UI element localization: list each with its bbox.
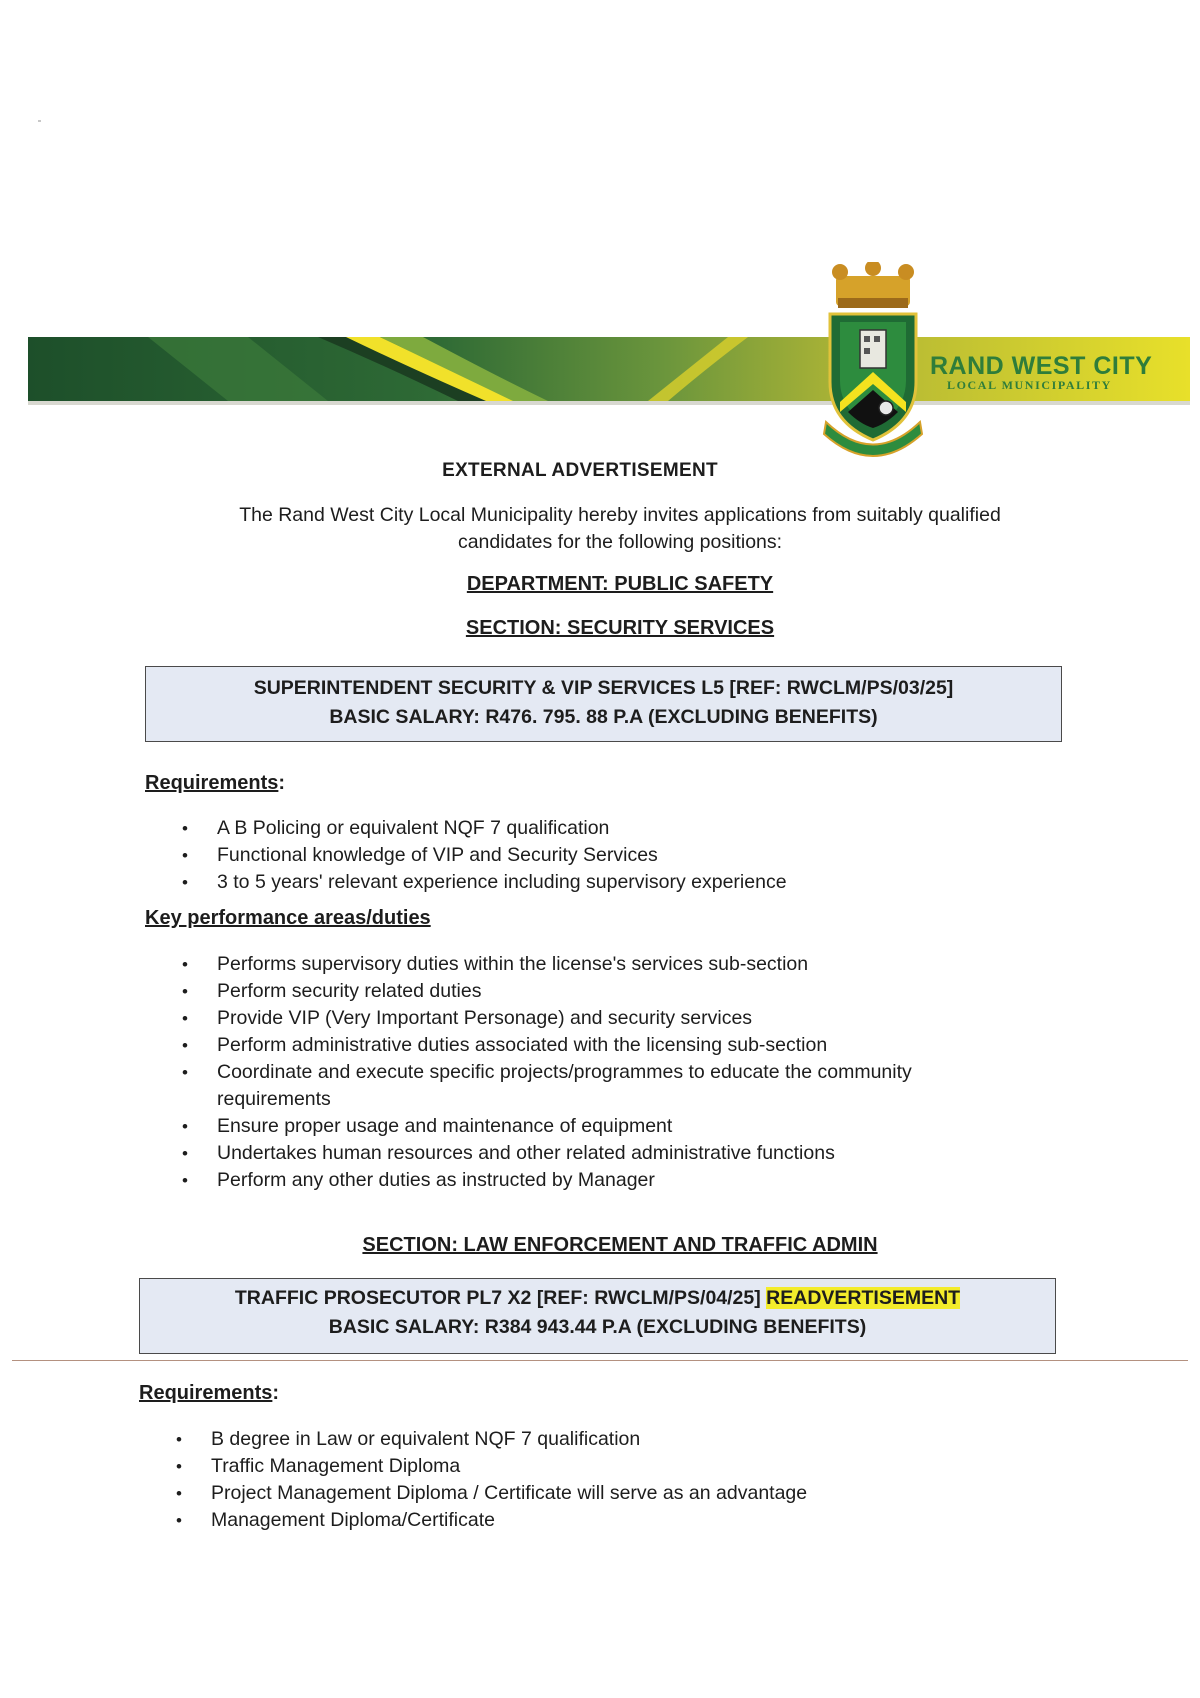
list-item: • Provide VIP (Very Important Personage) and security services [182, 1005, 1052, 1032]
intro-paragraph [170, 502, 1070, 556]
list-item: • A B Policing or equivalent NQF 7 qualification [182, 815, 1052, 842]
list-item: • B degree in Law or equivalent NQF 7 qualification [176, 1426, 1046, 1453]
requirements-heading: Requirements: [145, 772, 286, 794]
requirements-label: Requirements [139, 1382, 273, 1404]
post-salary: BASIC SALARY: R476. 795. 88 P.A (EXCLUDING BENEFITS) [329, 706, 878, 728]
list-item: • Functional knowledge of VIP and Security Services [182, 842, 1052, 869]
list-item: • Traffic Management Diploma [176, 1453, 1046, 1480]
brand-subtitle: LOCAL MUNICIPALITY [947, 378, 1112, 392]
list-item: • Undertakes human resources and other related administrative functions [182, 1140, 1052, 1167]
department-title: DEPARTMENT: PUBLIC SAFETY [466, 573, 774, 595]
brand-name: RAND WEST CITY [930, 352, 1153, 380]
scan-speck [38, 120, 41, 122]
kpa-list [182, 951, 1052, 1194]
list-item: • 3 to 5 years' relevant experience including supervisory experience [182, 869, 1052, 896]
advertisement-heading: EXTERNAL ADVERTISEMENT [442, 460, 718, 481]
intro-line-2: candidates for the following positions: [457, 531, 783, 553]
list-item: • Project Management Diploma / Certificate will serve as an advantage [176, 1480, 1046, 1507]
post-box-superintendent [145, 666, 1062, 742]
list-item: • Perform any other duties as instructed by Manager [182, 1167, 1052, 1194]
kpa-heading [145, 907, 431, 930]
requirements-label: Requirements [145, 772, 279, 794]
list-item: • Management Diploma/Certificate [176, 1507, 1046, 1534]
requirements-list [176, 1426, 1046, 1534]
requirements-list [182, 815, 1052, 896]
list-item: • Ensure proper usage and maintenance of equipment [182, 1113, 1052, 1140]
crown-icon [832, 262, 914, 308]
section-traffic-title: SECTION: LAW ENFORCEMENT AND TRAFFIC ADMIN [362, 1234, 878, 1256]
requirements-heading: Requirements: [139, 1382, 280, 1404]
readvertisement-flag: READVERTISEMENT [766, 1287, 961, 1309]
list-item: • Perform administrative duties associated with the licensing sub-section [182, 1032, 1052, 1059]
list-item: • Perform security related duties [182, 978, 1052, 1005]
page-divider [12, 1360, 1188, 1361]
post-title: SUPERINTENDENT SECURITY & VIP SERVICES L5 [REF: RWCLM/PS/03/25] [253, 677, 954, 699]
kpa-label: Key performance areas/duties [145, 907, 431, 929]
list-item: • Performs supervisory duties within the license's services sub-section [182, 951, 1052, 978]
municipal-crest-logo [818, 262, 928, 462]
intro-line-1: The Rand West City Local Municipality hereby invites applications from suitably qualified [239, 504, 1001, 526]
list-item: • Coordinate and execute specific projects/programmes to educate the community requirements [182, 1059, 1052, 1113]
post-box-traffic-prosecutor [139, 1278, 1056, 1354]
post-title-line [140, 1284, 1055, 1313]
section-security-title: SECTION: SECURITY SERVICES [465, 617, 775, 639]
post-salary: BASIC SALARY: R384 943.44 P.A (EXCLUDING BENEFITS) [328, 1316, 867, 1338]
post-title: TRAFFIC PROSECUTOR PL7 X2 [REF: RWCLM/PS/04/25] [234, 1287, 761, 1309]
